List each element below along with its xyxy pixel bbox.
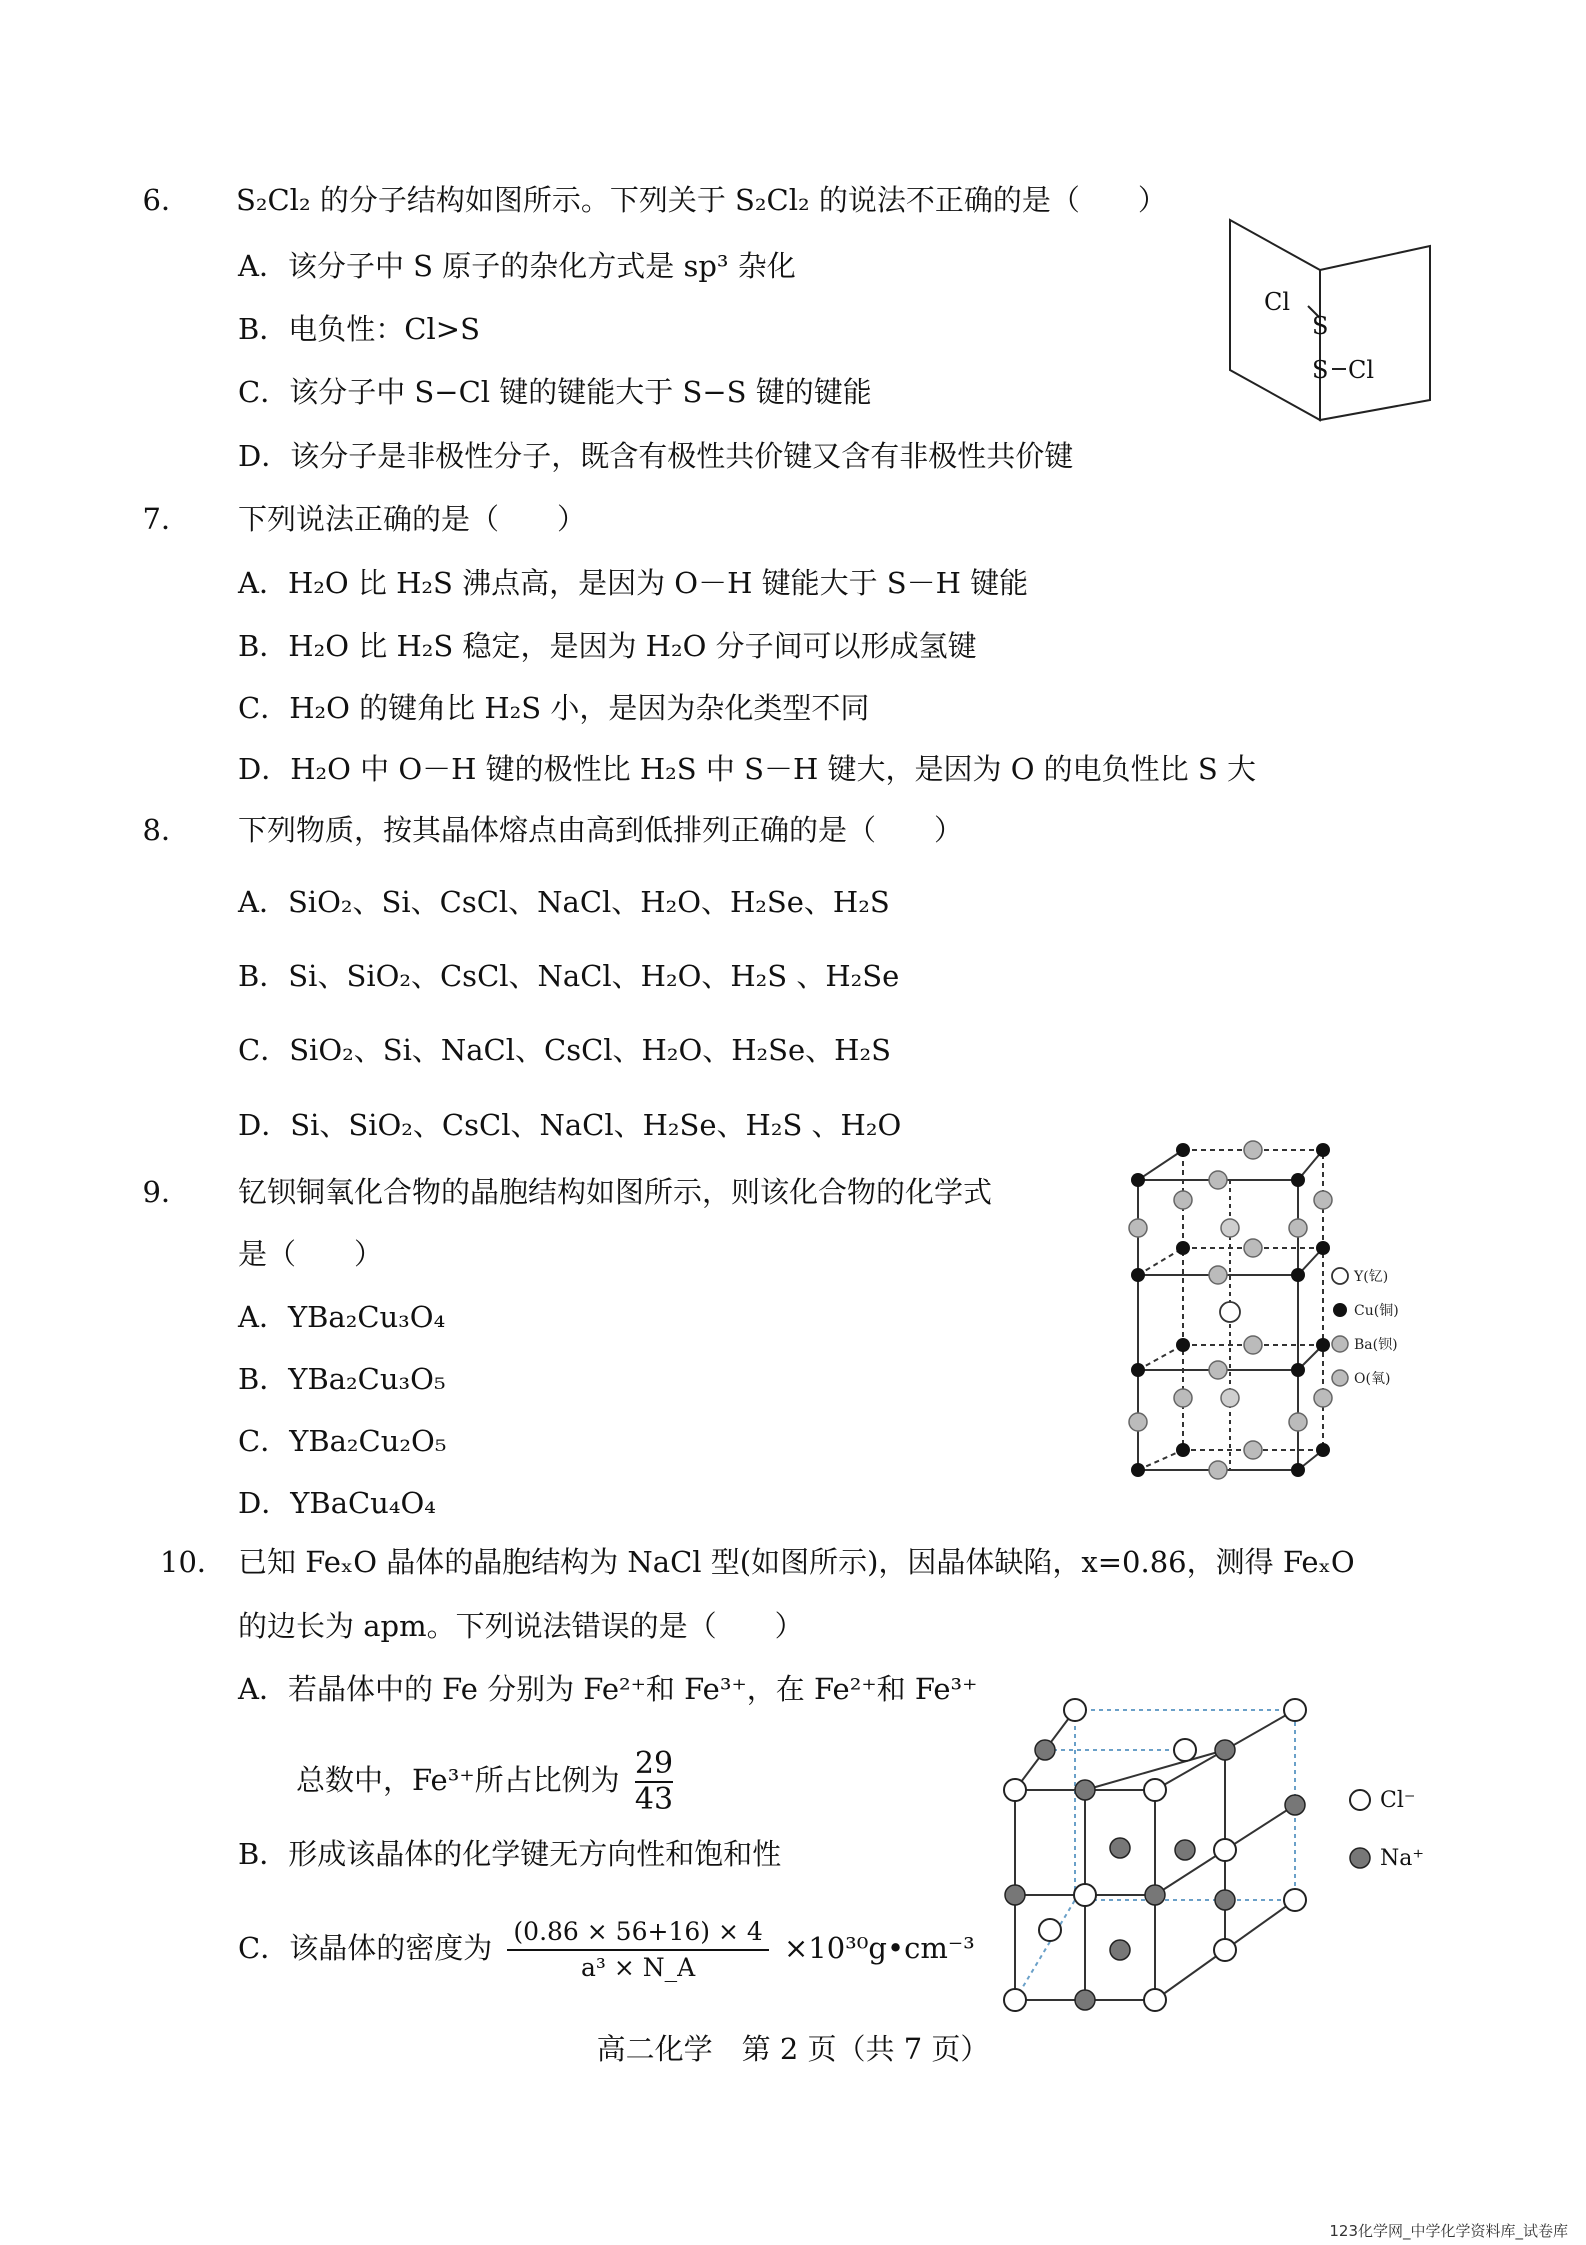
q6-stem-post: 的说法不正确的是（ ） [818,183,1167,217]
q10-option-a-line1: A．若晶体中的 Fe 分别为 Fe²⁺和 Fe³⁺，在 Fe²⁺和 Fe³⁺ [238,1672,978,1706]
q10-option-a-text: 总数中，Fe³⁺所占比例为 [296,1763,620,1797]
q8-option-c: C．SiO₂、Si、NaCl、CsCl、H₂O、H₂Se、H₂S [238,1033,891,1067]
q6-number: 6． [142,183,190,217]
q9-stem-line1: 钇钡铜氧化合物的晶胞结构如图所示，则该化合物的化学式 [238,1175,993,1209]
q9-option-a: A．YBa₂Cu₃O₄ [238,1300,446,1334]
fe3-ratio-fraction [635,1747,673,1817]
q10-option-c-unit: ×10³⁰g•cm⁻³ [783,1931,975,1965]
q10-option-a-line2 [296,1747,673,1817]
ybco-unit-cell-figure [1108,1140,1428,1500]
q7-number: 7． [142,502,190,536]
q10-stem-line1: 已知 FeₓO 晶体的晶胞结构为 NaCl 型(如图所示)，因晶体缺陷，x=0.86，测得 FeₓO [238,1545,1355,1579]
s2cl2-structure-figure [1228,188,1438,423]
q10-stem-line2: 的边长为 apm。下列说法错误的是（ ） [238,1609,804,1643]
q10-option-c [238,1915,975,1985]
page-footer: 高二化学 第 2 页（共 7 页） [596,2032,990,2066]
q8-option-a: A．SiO₂、Si、CsCl、NaCl、H₂O、H₂Se、H₂S [238,885,890,919]
q10-number: 10． [160,1545,226,1579]
watermark: 123化学网_中学化学资料库_试卷库 [1329,2222,1568,2240]
q7-stem: 下列说法正确的是（ ） [238,502,587,536]
s2cl2-s-top: S [1312,312,1329,340]
legend-y: Y(钇) [1354,1269,1389,1285]
q9-option-d: D．YBaCu₄O₄ [238,1486,436,1520]
q7-option-a: A．H₂O 比 H₂S 沸点高，是因为 O－H 键能大于 S－H 键能 [238,566,1029,600]
s2cl2-cl-top: Cl [1264,288,1291,316]
q8-number: 8． [142,813,190,847]
q9-number: 9． [142,1175,190,1209]
legend-ba: Ba(钡) [1354,1337,1398,1353]
q6-option-d: D．该分子是非极性分子，既含有极性共价键又含有非极性共价键 [238,439,1074,473]
q7-option-d: D．H₂O 中 O－H 键的极性比 H₂S 中 S－H 键大，是因为 O 的电负性比 S 大 [238,752,1256,786]
q10-option-c-text: C．该晶体的密度为 [238,1931,493,1965]
legend-cu: Cu(铜) [1354,1303,1399,1319]
s2cl2-cl-bottom: Cl [1348,356,1375,384]
q6-option-a: A．该分子中 S 原子的杂化方式是 sp³ 杂化 [238,249,796,283]
q7-option-c: C．H₂O 的键角比 H₂S 小，是因为杂化类型不同 [238,691,870,725]
q8-option-b: B．Si、SiO₂、CsCl、NaCl、H₂O、H₂S 、H₂Se [238,959,900,993]
s2cl2-s-bottom: S [1312,356,1329,384]
q6-stem [236,180,1167,220]
q10-option-b: B．形成该晶体的化学键无方向性和饱和性 [238,1837,782,1871]
q9-option-b: B．YBa₂Cu₃O₅ [238,1362,446,1396]
q9-option-c: C．YBa₂Cu₂O₅ [238,1424,447,1458]
q6-option-b: B．电负性：Cl>S [238,312,480,346]
density-denominator: a³ × N_A [507,1949,768,1985]
ybco-legend [1332,1268,1399,1387]
q8-stem: 下列物质，按其晶体熔点由高到低排列正确的是（ ） [238,813,964,847]
q6-stem-pre: 的分子结构如图所示。下列关于 [319,183,726,217]
q6-option-c: C．该分子中 S−Cl 键的键能大于 S−S 键的键能 [238,375,872,409]
q7-option-b: B．H₂O 比 H₂S 稳定，是因为 H₂O 分子间可以形成氢键 [238,629,977,663]
fraction-numerator: 29 [634,1746,674,1781]
fraction-denominator: 43 [634,1782,674,1817]
legend-na: Na⁺ [1380,1846,1424,1871]
q8-option-d: D．Si、SiO₂、CsCl、NaCl、H₂Se、H₂S 、H₂O [238,1108,902,1142]
q6-formula: S₂Cl₂ [236,183,311,217]
q9-stem-line2: 是（ ） [238,1237,384,1271]
q6-formula-2: S₂Cl₂ [735,183,810,217]
legend-o: O(氧) [1354,1371,1391,1387]
legend-cl: Cl⁻ [1380,1788,1416,1813]
density-fraction [507,1915,768,1985]
nacl-unit-cell-figure [995,1690,1445,2020]
density-numerator: (0.86 × 56+16) × 4 [513,1917,763,1946]
